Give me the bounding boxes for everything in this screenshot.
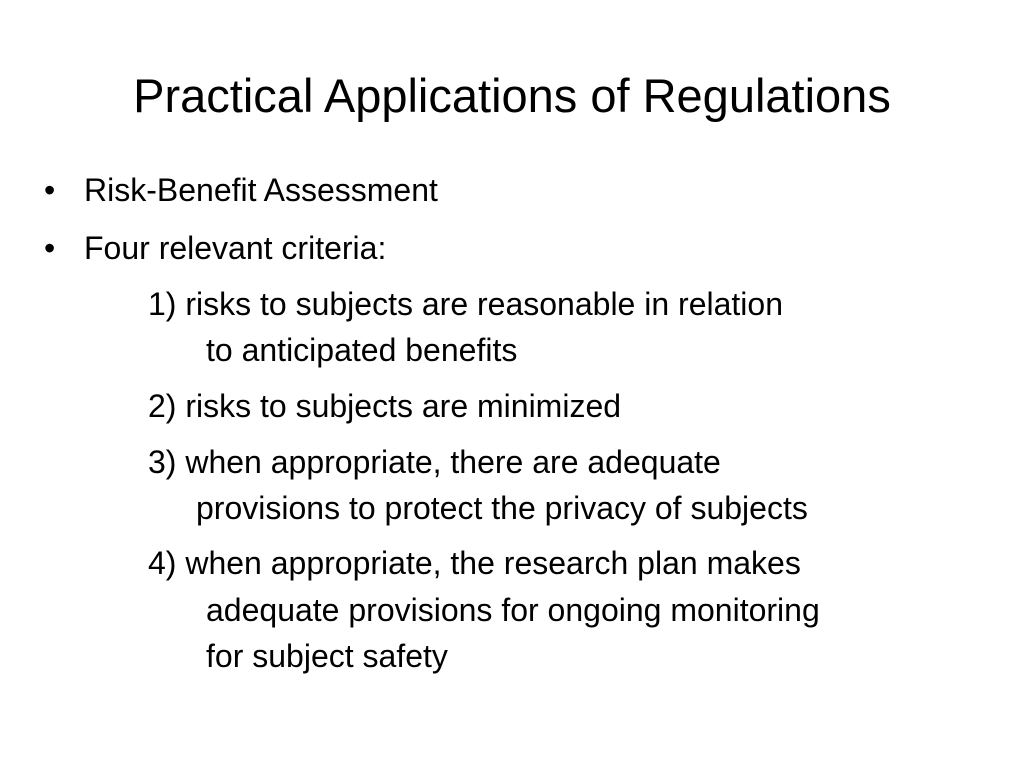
criterion-1-line-2: to anticipated benefits [206,332,518,368]
bullet-text: Four relevant criteria: [84,230,387,266]
bullet-dot-icon: • [44,172,56,208]
bullet-dot-icon: • [44,230,56,266]
criterion-3-line-2: provisions to protect the privacy of subjects [196,490,808,526]
criterion-3-line-1: 3) when appropriate, there are adequate [148,444,721,480]
slide-title: Practical Applications of Regulations [133,69,891,122]
criterion-1-line-1: 1) risks to subjects are reasonable in relation [148,286,783,322]
criterion-4-line-1: 4) when appropriate, the research plan makes [148,545,801,581]
bullet-item [44,228,386,268]
criterion-4-line-2: adequate provisions for ongoing monitoring [206,592,820,628]
criterion-4-line-3: for subject safety [206,638,448,674]
bullet-text: Risk-Benefit Assessment [84,172,438,208]
criterion-2-line-1: 2) risks to subjects are minimized [148,388,622,424]
bullet-item [44,170,438,210]
